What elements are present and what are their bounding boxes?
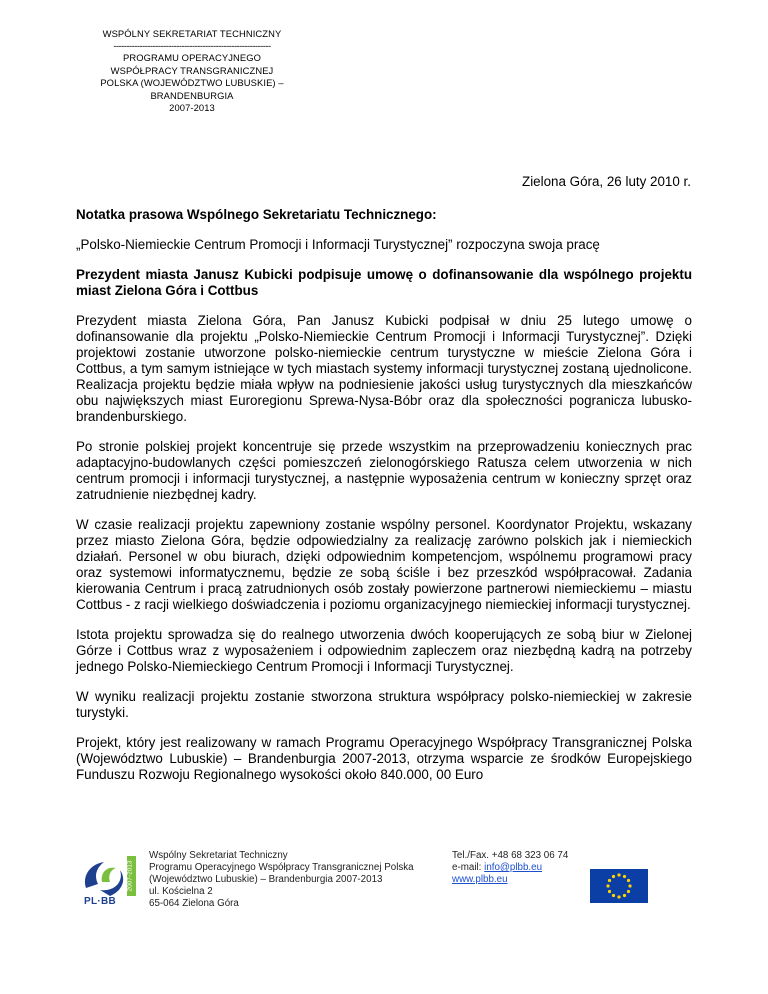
address-line-2: Programu Operacyjnego Współpracy Transgranicznej Polska [149, 862, 414, 873]
eu-stars-icon [590, 869, 648, 903]
email-label: e-mail: [452, 862, 482, 873]
plbb-logo-mark-icon [80, 854, 138, 900]
header-line-5: POLSKA (WOJEWÓDZTWO LUBUSKIE) – BRANDENBURGIA [100, 77, 284, 101]
header-line-4: WSPÓŁPRACY TRANSGRANICZNEJ [110, 64, 274, 76]
logo-label: PL·BB [84, 896, 117, 907]
paragraph-5: W wyniku realizacji projektu zostanie stworzona struktura współpracy polsko-niemieckiej w zakresie turystyki. [76, 689, 692, 720]
phone-fax: Tel./Fax. +48 68 323 06 74 [452, 850, 569, 861]
paragraph-2: Po stronie polskiej projekt koncentruje się przede wszystkim na przeprowadzeniu koniecznych prac adaptacyjno-budowlanych części pomieszczeń zielonogórskiego Ratusza celem utworzenia w nich centrum promocji i informacji turystycznej, a następnie wyposażenia centrum w konieczny sprzęt oraz zatrudnienie niezbędnej kadry. [76, 439, 692, 502]
address-line-4: ul. Kościelna 2 [149, 886, 213, 897]
header-line-6: 2007-2013 [169, 102, 215, 114]
website-link[interactable]: www.plbb.eu [452, 874, 508, 885]
address-line-5: 65-064 Zielona Góra [149, 898, 239, 909]
address-line-1: Wspólny Sekretariat Techniczny [149, 850, 288, 861]
header-line-1: WSPÓLNY SEKRETARIAT TECHNICZNY [102, 28, 282, 39]
paragraph-4: Istota projektu sprowadza się do realnego utworzenia dwóch kooperujących ze sobą biur w Zielonej Górze i Cottbus wraz z wyposażeniem i odpowiednim zapleczem oraz niezbędną kadrą na potrzeby jednego Polsko-Niemieckiego Centrum Promocji i Informacji Turystycznej. [76, 627, 692, 674]
paragraph-3: W czasie realizacji projektu zapewniony zostanie wspólny personel. Koordynator Projektu, wskazany przez miasto Zielona Góra, będzie odpowiedzialny za realizację zarówno polskich jak i niemieckich działań. Personel w obu biurach, dzięki odpowiednim kompetencjom, wspólnemu programowi pracy oraz systemowi informatycznemu, będzie ze sobą ściśle i bez przeszkód współpracował. Zadania kierowania Centrum i pracą zatrudnionych osób zostały powierzone partnerowi niemieckiemu – miastu Cottbus - z racji wielkiego doświadczenia i poziomu organizacyjnego niemieckiej informacji turystycznej. [76, 517, 692, 612]
note-title: Notatka prasowa Wspólnego Sekretariatu Technicznego: [76, 207, 437, 222]
press-headline: Prezydent miasta Janusz Kubicki podpisuje umowę o dofinansowanie dla wspólnego projektu miast Zielona Góra i Cottbus [76, 267, 692, 298]
header-separator: ------------------------------------------------------------ [113, 40, 271, 52]
email-link[interactable]: info@plbb.eu [484, 862, 543, 873]
document-body [76, 207, 692, 797]
paragraph-1: Prezydent miasta Zielona Góra, Pan Janusz Kubicki podpisał w dniu 25 lutego umowę o dofinansowanie dla projektu „Polsko-Niemieckie Centrum Promocji i Informacji Turystycznej”. Dzięki projektowi zostanie utworzone polsko-niemieckie centrum turystyczne w mieście Zielona Góra i Cottbus, a tym samym istniejące w tych miastach systemy informacji turystycznej zostaną ujednolicone. Realizacja projektu będzie miała wpływ na podniesienie jakości usług turystycznych dla mieszkańców obu największych miast Euroregionu Sprewa-Nysa-Bóbr oraz dla społeczności pogranicza lubusko-brandenburskiego. [76, 313, 692, 424]
address-line-3: (Województwo Lubuskie) – Brandenburgia 2007-2013 [149, 874, 383, 885]
secretariat-header [72, 28, 312, 114]
logo-years: 2007-2013 [126, 860, 134, 892]
document-date: Zielona Góra, 26 luty 2010 r. [522, 174, 691, 189]
footer-address [149, 850, 414, 910]
page-footer [80, 850, 690, 920]
press-subtitle: „Polsko-Niemieckie Centrum Promocji i Informacji Turystycznej” rozpoczyna swoja pracę [76, 237, 600, 252]
eu-flag-icon [590, 869, 648, 903]
header-line-3: PROGRAMU OPERACYJNEGO [122, 52, 262, 64]
footer-contact [452, 850, 568, 886]
paragraph-6: Projekt, który jest realizowany w ramach Programu Operacyjnego Współpracy Transgranicznej Polska (Województwo Lubuskie) – Brandenburgia 2007-2013, otrzyma wsparcie ze środków Europejskiego Funduszu Rozwoju Regionalnego wysokości około 840.000, 00 Euro [76, 735, 692, 782]
email-row [452, 862, 568, 874]
